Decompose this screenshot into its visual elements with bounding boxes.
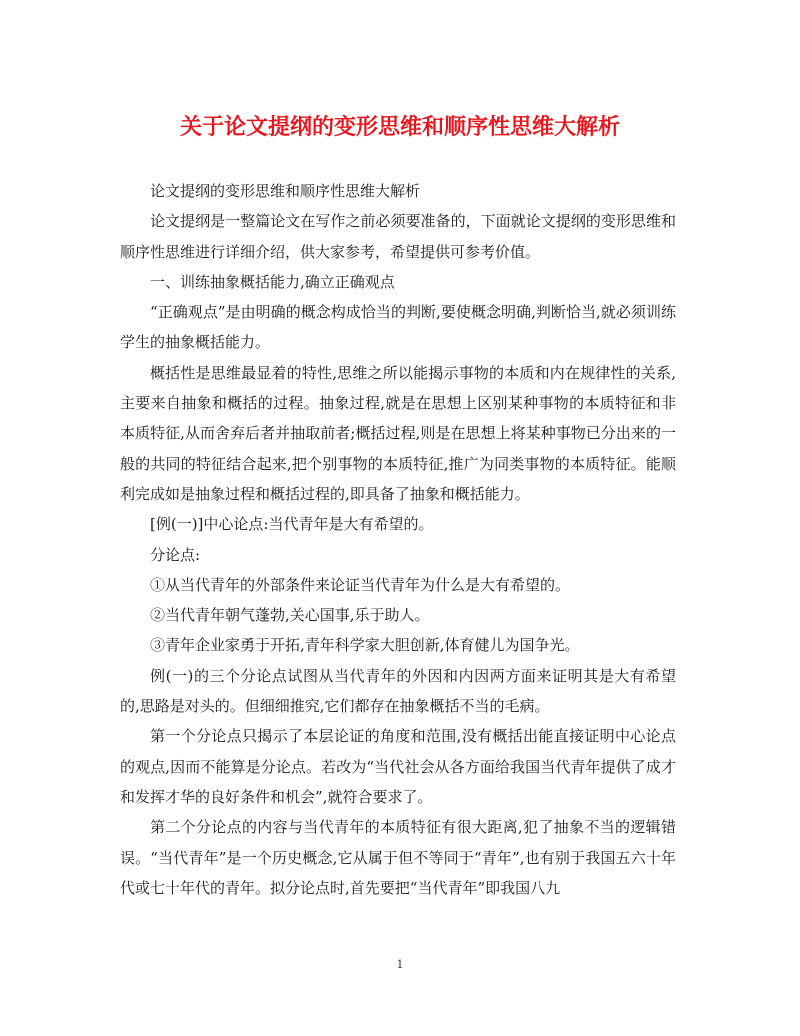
- paragraph: 第二个分论点的内容与当代青年的本质特征有很大距离,犯了抽象不当的逻辑错误。“当代青年”是一个历史概念,它从属于但不等同于“青年”,也有别于我国五六十年代或七十年代的青年。拟分论点时,首先要把“当代青年”即我国八九: [120, 818, 676, 897]
- page-number: 1: [396, 958, 404, 971]
- document-title: 关于论文提纲的变形思维和顺序性思维大解析: [179, 115, 620, 140]
- paragraph: “正确观点”是由明确的概念构成恰当的判断,要使概念明确,判断恰当,就必须训练学生的抽象概括能力。: [120, 303, 676, 352]
- sub-points-label: 分论点:: [150, 545, 201, 564]
- sub-point-item: ③青年企业家勇于开拓,青年科学家大胆创新,体育健儿为国争光。: [150, 636, 580, 655]
- paragraph: 第一个分论点只揭示了本层论证的角度和范围,没有概括出能直接证明中心论点的观点,因而不能算是分论点。若改为“当代社会从各方面给我国当代青年提供了成才和发挥才华的良好条件和机会”,就符合要求了。: [120, 727, 676, 806]
- paragraph: 论文提纲是一整篇论文在写作之前必须要准备的，下面就论文提纲的变形思维和顺序性思维进行详细介绍，供大家参考，希望提供可参考价值。: [120, 212, 676, 261]
- example-thesis: [例(一)]中心论点:当代青年是大有希望的。: [150, 515, 434, 534]
- sub-point-item: ①从当代青年的外部条件来论证当代青年为什么是大有希望的。: [150, 575, 571, 594]
- paragraph: 例(一)的三个分论点试图从当代青年的外因和内因两方面来证明其是大有希望的,思路是对头的。但细细推究,它们都存在抽象概括不当的毛病。: [120, 666, 676, 716]
- sub-point-item: ②当代青年朝气蓬勃,关心国事,乐于助人。: [150, 606, 430, 625]
- document-body: [120, 176, 676, 903]
- paragraph: 概括性是思维最显着的特性,思维之所以能揭示事物的本质和内在规律性的关系,主要来自抽象和概括的过程。抽象过程,就是在思想上区别某种事物的本质特征和非本质特征,从而舍弃后者并抽取前者;概括过程,则是在思想上将某种事物已分出来的一般的共同的特征结合起来,把个别事物的本质特征,推广为同类事物的本质特征。能顺利完成如是抽象过程和概括过程的,即具备了抽象和概括能力。: [120, 363, 676, 503]
- section-heading: 一、训练抽象概括能力,确立正确观点: [150, 272, 395, 291]
- paragraph: 论文提纲的变形思维和顺序性思维大解析: [150, 182, 421, 200]
